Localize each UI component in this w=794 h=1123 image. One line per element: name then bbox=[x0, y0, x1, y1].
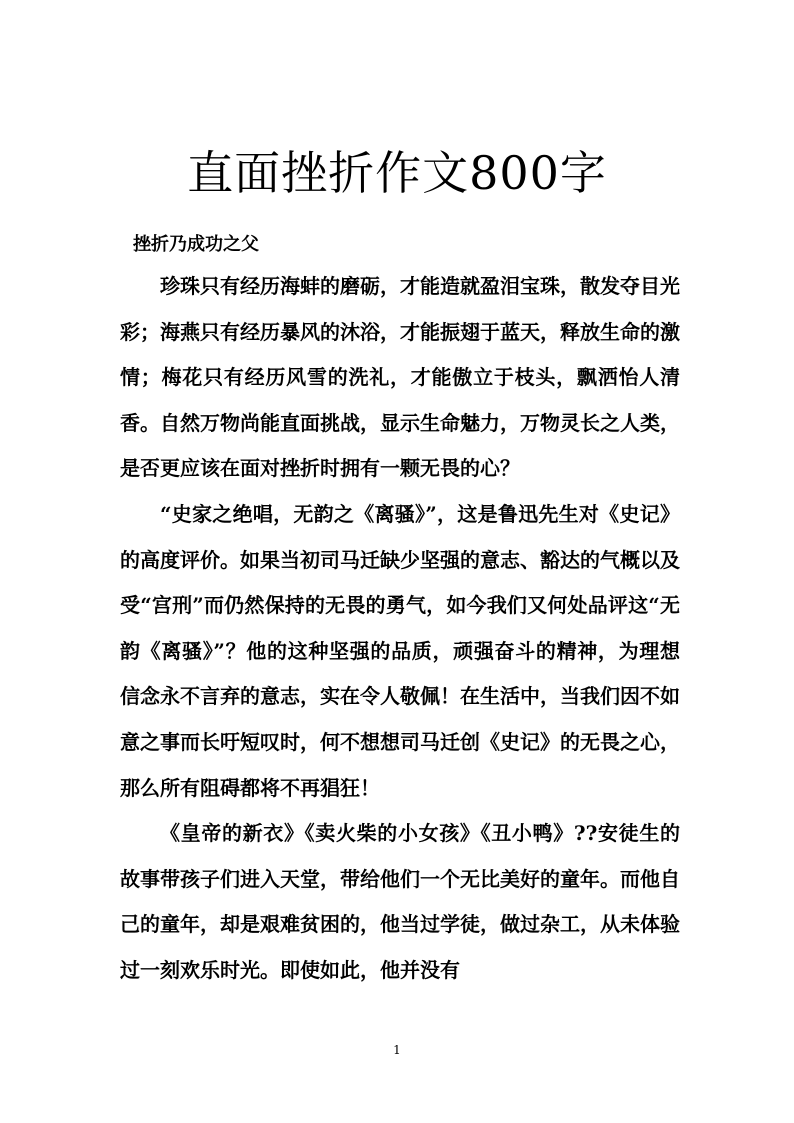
paragraph-1: 珍珠只有经历海蚌的磨砺，才能造就盈泪宝珠，散发夺目光彩；海燕只有经历暴风的沐浴，才能振翅于蓝天，释放生命的激情；梅花只有经历风雪的洗礼，才能傲立于枝头，飘洒怡人清香。自然万物尚能直面挑战，显示生命魅力，万物灵长之人类，是否更应该在面对挫折时拥有一颗无畏的心？ bbox=[120, 274, 680, 481]
document-body bbox=[120, 264, 680, 994]
document-title: 直面挫折作文800字 bbox=[187, 146, 607, 200]
paragraph-2: “史家之绝唱，无韵之《离骚》”，这是鲁迅先生对《史记》的高度评价。如果当初司马迁缺少坚强的意志、豁达的气概以及受“宫刑”而仍然保持的无畏的勇气，如今我们又何处品评这“无韵《离骚》”？他的这种坚强的品质，顽强奋斗的精神，为理想信念永不言弃的意志，实在令人敬佩！在生活中，当我们因不如意之事而长吁短叹时，何不想想司马迁创《史记》的无畏之心，那么所有阻碍都将不再猖狂！ bbox=[120, 501, 680, 800]
page-number: 1 bbox=[393, 1043, 401, 1057]
document-subtitle: 挫折乃成功之父 bbox=[133, 234, 259, 255]
paragraph-3: 《皇帝的新衣》《卖火柴的小女孩》《丑小鸭》??安徒生的故事带孩子们进入天堂，带给他们一个无比美好的童年。而他自己的童年，却是艰难贫困的，他当过学徒，做过杂工，从未体验过一刻欢乐时光。即使如此，他并没有 bbox=[120, 821, 680, 982]
